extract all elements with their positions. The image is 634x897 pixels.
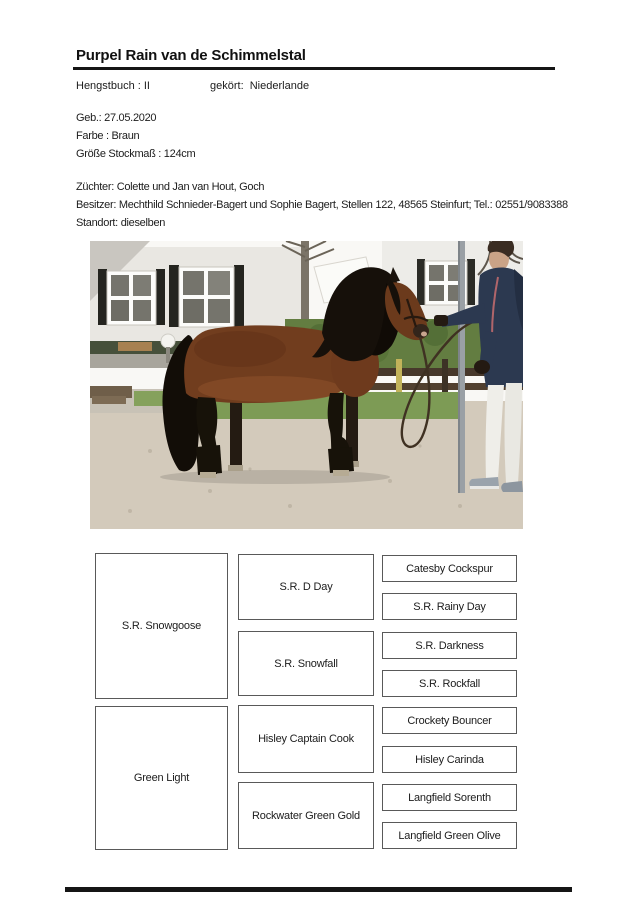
pedigree-box-sire-dam-dam: S.R. Rockfall: [382, 670, 517, 697]
horse-photo-art: [90, 241, 523, 529]
pedigree-box-sire: S.R. Snowgoose: [95, 553, 228, 699]
studbook-row: [76, 80, 546, 92]
birthdate-line: Geb.: 27.05.2020: [76, 112, 157, 124]
height-line: Größe Stockmaß : 124cm: [76, 148, 196, 160]
pedigree-box-dam-sire-sire: Crockety Bouncer: [382, 707, 517, 734]
pedigree-box-dam-sire: Hisley Captain Cook: [238, 705, 374, 773]
pedigree-box-dam: Green Light: [95, 706, 228, 850]
breeder-line: Züchter: Colette und Jan van Hout, Goch: [76, 181, 265, 193]
title-rule: [73, 67, 555, 70]
pedigree-box-sire-sire: S.R. D Day: [238, 554, 374, 620]
pedigree-box-dam-dam-dam: Langfield Green Olive: [382, 822, 517, 849]
pedigree-box-dam-dam: Rockwater Green Gold: [238, 782, 374, 849]
pedigree-box-sire-sire-dam: S.R. Rainy Day: [382, 593, 517, 620]
pedigree-box-dam-dam-sire: Langfield Sorenth: [382, 784, 517, 811]
licensing-label: gekört: Niederlande: [210, 80, 310, 92]
pedigree-box-sire-dam-sire: S.R. Darkness: [382, 632, 517, 659]
location-line: Standort: dieselben: [76, 217, 166, 229]
footer-rule: [65, 887, 572, 892]
owner-line: Besitzer: Mechthild Schnieder-Bagert und Sophie Bagert, Stellen 122, 48565 Steinfurt; Tel.: 02551/9083388: [76, 199, 568, 211]
studbook-label: Hengstbuch : II: [76, 80, 150, 92]
horse-photo: [90, 241, 523, 529]
page-title: Purpel Rain van de Schimmelstal: [76, 47, 306, 65]
pedigree-box-sire-sire-sire: Catesby Cockspur: [382, 555, 517, 582]
pedigree-box-sire-dam: S.R. Snowfall: [238, 631, 374, 696]
color-line: Farbe : Braun: [76, 130, 140, 142]
pedigree-box-dam-sire-dam: Hisley Carinda: [382, 746, 517, 773]
